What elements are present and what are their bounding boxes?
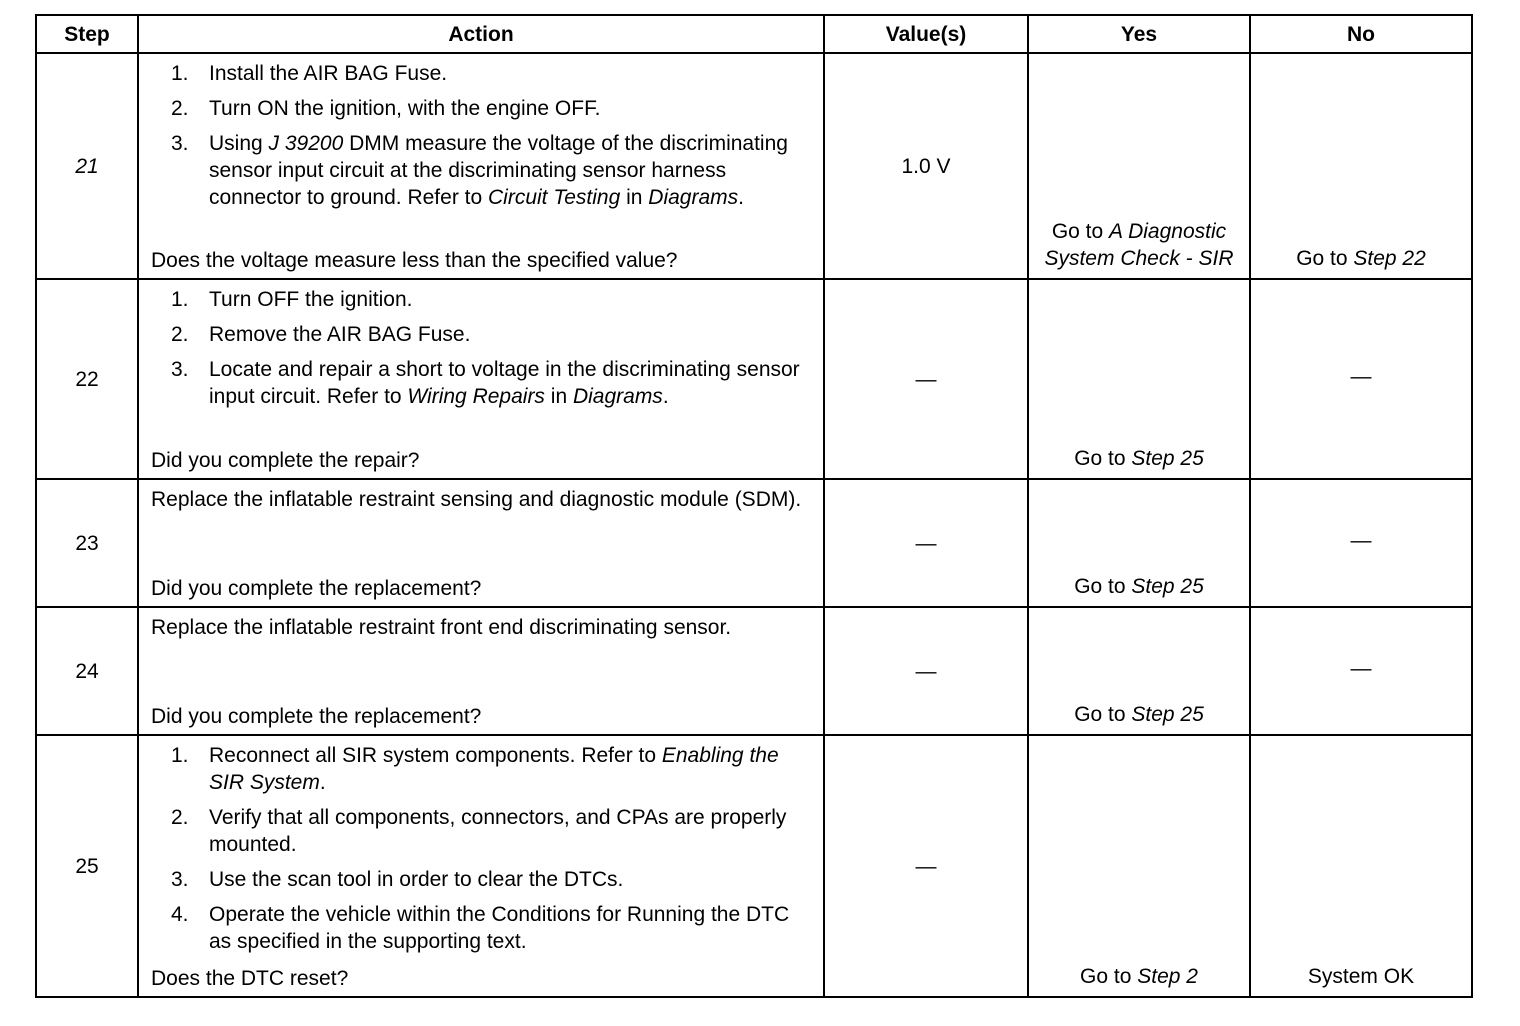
step-number: 23 bbox=[36, 479, 138, 607]
step-number: 25 bbox=[36, 735, 138, 997]
yes-cell: Go to A Diagnostic System Check - SIR bbox=[1028, 53, 1250, 279]
no-cell: — bbox=[1250, 479, 1472, 607]
header-no: No bbox=[1250, 15, 1472, 53]
header-action: Action bbox=[138, 15, 824, 53]
no-cell: — bbox=[1250, 279, 1472, 479]
header-yes: Yes bbox=[1028, 15, 1250, 53]
list-item: 2. Remove the AIR BAG Fuse. bbox=[171, 323, 471, 346]
step-number: 24 bbox=[36, 607, 138, 735]
action-cell bbox=[138, 53, 824, 279]
step-number: 21 bbox=[36, 53, 138, 279]
list-item: 1. Turn OFF the ignition. bbox=[171, 288, 413, 311]
step-number: 22 bbox=[36, 279, 138, 479]
action-cell bbox=[138, 735, 824, 997]
table-row-25 bbox=[36, 735, 1472, 997]
diagnostic-table bbox=[35, 14, 1473, 998]
action-steps bbox=[151, 286, 813, 410]
list-item: 3. Using J 39200 DMM measure the voltage of the discriminating sensor input circuit at the discriminating sensor harness connector to ground. Refer to Circuit Testing in Diagrams. bbox=[171, 132, 788, 209]
action-text: Replace the inflatable restraint sensing and diagnostic module (SDM). bbox=[151, 488, 802, 511]
no-cell: Go to Step 22 bbox=[1250, 53, 1472, 279]
yes-cell: Go to Step 2 bbox=[1028, 735, 1250, 997]
value-cell: 1.0 V bbox=[824, 53, 1028, 279]
action-text: Replace the inflatable restraint front end discriminating sensor. bbox=[151, 616, 732, 639]
table-row-23 bbox=[36, 479, 1472, 607]
action-cell bbox=[138, 479, 824, 607]
action-steps bbox=[151, 742, 813, 955]
question-text: Did you complete the repair? bbox=[151, 449, 420, 472]
action-cell bbox=[138, 607, 824, 735]
no-cell: — bbox=[1250, 607, 1472, 735]
action-cell bbox=[138, 279, 824, 479]
list-item: 2. Turn ON the ignition, with the engine OFF. bbox=[171, 97, 601, 120]
question-text: Does the DTC reset? bbox=[151, 967, 349, 990]
value-cell: — bbox=[824, 479, 1028, 607]
table-row-24 bbox=[36, 607, 1472, 735]
question-text: Did you complete the replacement? bbox=[151, 577, 482, 600]
list-item: 1. Reconnect all SIR system components. Refer to Enabling the SIR System. bbox=[171, 744, 779, 794]
yes-cell: Go to Step 25 bbox=[1028, 479, 1250, 607]
question-text: Did you complete the replacement? bbox=[151, 705, 482, 728]
header-values: Value(s) bbox=[824, 15, 1028, 53]
list-item: 3. Use the scan tool in order to clear the DTCs. bbox=[171, 868, 624, 891]
value-cell: — bbox=[824, 607, 1028, 735]
table-row-22 bbox=[36, 279, 1472, 479]
list-item: 4. Operate the vehicle within the Conditions for Running the DTC as specified in the supporting text. bbox=[171, 903, 790, 953]
header-step: Step bbox=[36, 15, 138, 53]
yes-cell: Go to Step 25 bbox=[1028, 279, 1250, 479]
yes-cell: Go to Step 25 bbox=[1028, 607, 1250, 735]
list-item: 1. Install the AIR BAG Fuse. bbox=[171, 62, 448, 85]
table-row-21 bbox=[36, 53, 1472, 279]
question-text: Does the voltage measure less than the specified value? bbox=[151, 249, 678, 272]
list-item: 2. Verify that all components, connectors, and CPAs are properly mounted. bbox=[171, 806, 787, 856]
no-cell: System OK bbox=[1250, 735, 1472, 997]
value-cell: — bbox=[824, 735, 1028, 997]
value-cell: — bbox=[824, 279, 1028, 479]
header-row bbox=[36, 15, 1472, 53]
action-steps bbox=[151, 60, 813, 211]
list-item: 3. Locate and repair a short to voltage in the discriminating sensor input circuit. Refer to Wiring Repairs in Diagrams. bbox=[171, 358, 800, 408]
